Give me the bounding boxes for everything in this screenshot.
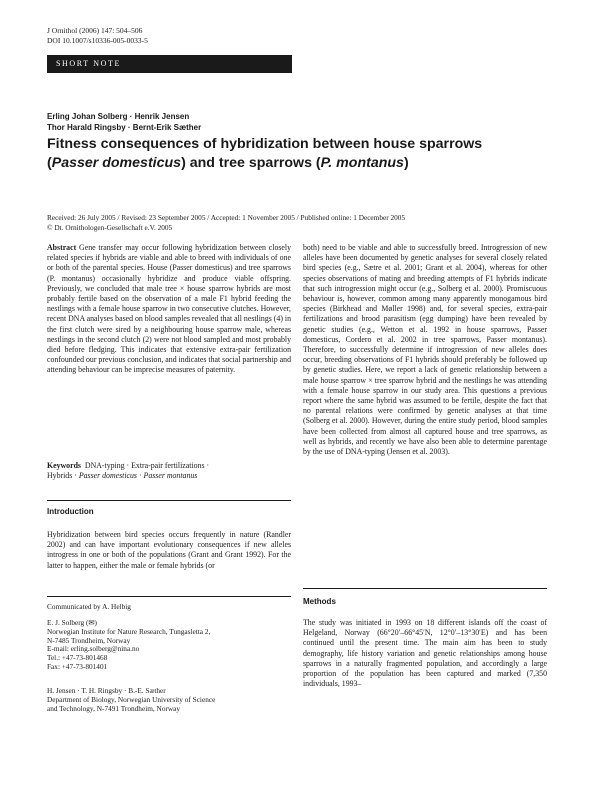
article-type-banner <box>47 55 292 73</box>
journal-citation: J Ornithol (2006) 147: 504–506 <box>47 26 143 35</box>
authors-line-1: Erling Johan Solberg · Henrik Jensen <box>47 112 190 121</box>
article-title <box>47 135 547 172</box>
journal-doi: DOI 10.1007/s10336-005-0033-5 <box>47 36 148 45</box>
introduction-rule <box>47 500 291 501</box>
corr-line: Norwegian Institute for Nature Research, Tungasletta 2, <box>47 626 211 636</box>
corresponding-author-name: E. J. Solberg (✉) <box>47 618 97 627</box>
corr-phone: Tel.: +47-73-801468 <box>47 653 108 663</box>
keywords: Keywords DNA-typing · Extra-pair fertilizations · Hybrids · Passer domesticus · Passer montanus <box>47 461 210 481</box>
coauthor-names: H. Jensen · T. H. Ringsby · B.-E. Sæther <box>47 686 166 695</box>
keyword-species-2: Passer montanus <box>143 471 198 481</box>
coauthor-affiliation <box>47 687 291 713</box>
abstract-label: Abstract <box>47 243 77 252</box>
corr-fax: Fax: +47-73-801401 <box>47 661 108 671</box>
author-list <box>47 111 201 133</box>
abstract <box>47 243 291 376</box>
methods-rule <box>303 588 547 589</box>
introduction-continued: both) need to be viable and able to successfully breed. Introgression of new alleles have been documented by genetic analyses for several closely related bird species (e.g., Sætre et al. 2001; Grant et al. 2004), whereas for other species observations of mating and breeding attempts of F1 hybrids indicate that such introgression might occur (e.g., Solberg et al. 2000). Promiscuous behaviour is, however, common among many apparently monogamous bird species (Birkhead and Møller 1998) and, for several species, extra-pair fertilizations and brood parasitism (egg dumping) have been revealed by genetic studies (e.g., Wetton et al. 1992 in house sparrows, Passer domesticus, Cordero et al. 2002 in tree sparrows, Passer montanus). Therefore, to successfully determine if introgression of new alleles does occur, breeding observations of F1 hybrids should preferably be followed up by genetic studies. Here, we report a lack of genetic relationship between a male house sparrow × tree sparrow hybrid and the nestlings he was attending with a female house sparrow in our study area. This questions a previous report where the same hybrid was assumed to be fertile, despite the fact that no parental relations were confirmed by genetic analyses at that time (Solberg et al. 2000). However, during the entire study period, blood samples have been collected from almost all captured house and tree sparrows, as well as hybrids, and recently we have also been able to determine parentage by the use of DNA-typing (Jensen et al. 2003). <box>303 243 547 457</box>
abstract-text: Gene transfer may occur following hybridization between closely related species if hybrids are viable and able to breed with individuals of one or both of the parental species. House (Passer domesticus) and tree sparrows (P. montanus) occasionally hybridize and produce viable offspring. Previously, we concluded that male tree × house sparrow hybrids are most probably fertile based on the observation of a male F1 hybrid feeding the nestlings with a female house sparrow in two consecutive clutches. However, recent DNA analyses based on blood samples revealed that all nestlings (4) in the first clutch were sired by a neighbouring house sparrow male, whereas nestlings in the second clutch (2) were not blood sampled and most probably died before fledging. This indicates that extensive extra-pair fertilization confounded our previous conclusion, and indicates that social partnership and attending behaviour can be imprecise measures of paternity. <box>47 243 291 375</box>
methods-heading: Methods <box>303 597 336 606</box>
history-dates: Received: 26 July 2005 / Revised: 23 September 2005 / Accepted: 1 November 2005 / Published online: 1 December 2005 <box>47 213 406 222</box>
authors-line-2: Thor Harald Ringsby · Bernt-Erik Sæther <box>47 123 202 132</box>
title-line-2: (Passer domesticus) and tree sparrows (P. montanus) <box>47 154 409 171</box>
copyright-notice: © Dt. Ornithologen-Gesellschaft e.V. 2005 <box>47 223 173 232</box>
corr-email: E-mail: erling.solberg@nina.no <box>47 644 140 654</box>
corresponding-author <box>47 619 291 672</box>
title-species-1: Passer domesticus <box>51 154 182 171</box>
coauthor-line: Department of Biology, Norwegian University of Science <box>47 694 216 704</box>
keywords-label: Keywords <box>47 461 81 470</box>
title-line-1: Fitness consequences of hybridization between house sparrows <box>47 136 483 152</box>
methods-text: The study was initiated in 1993 on 18 different islands off the coast of Helgeland, Norway (66°20′–66°45′N, 12°0′–13°30′E) and has been continued until the present time. The main aim has been to study demography, life history variation and genetic relationships among house sparrows in a naturally fragmented population, and accordingly a large proportion of the population has been captured and marked (7,350 individuals, 1993– <box>303 618 547 689</box>
corr-line: N-7485 Trondheim, Norway <box>47 635 131 645</box>
keyword-species-1: Passer domesticus <box>78 471 137 481</box>
coauthor-line: and Technology, N-7491 Trondheim, Norway <box>47 703 181 713</box>
communicated-by: Communicated by A. Helbig <box>47 602 131 611</box>
introduction-text: Hybridization between bird species occurs frequently in nature (Randler 2002) and can have important evolutionary consequences if new alleles introgress in one or both of the populations (Grant and Grant 1992). For the latter to happen, either the male or female hybrids (or <box>47 530 291 570</box>
introduction-heading: Introduction <box>47 507 94 516</box>
title-species-2: P. montanus <box>320 154 404 171</box>
article-history <box>47 213 405 233</box>
keywords-line-1: DNA-typing · Extra-pair fertilizations · <box>84 461 210 470</box>
footnote-rule <box>47 596 291 597</box>
journal-reference <box>47 26 148 46</box>
article-type-label: SHORT NOTE <box>56 59 121 68</box>
